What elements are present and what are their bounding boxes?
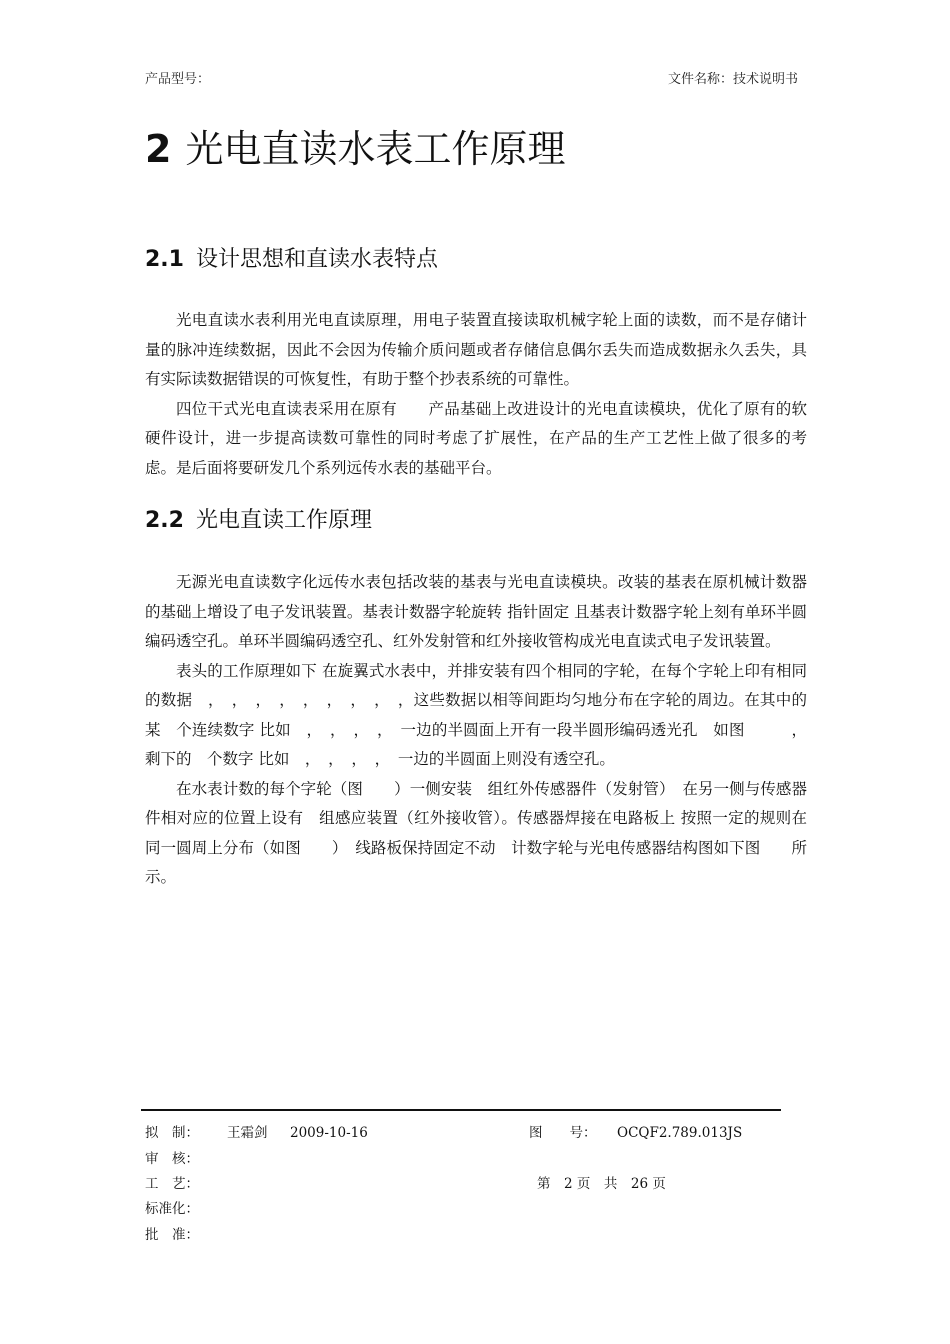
page-number: 第 2 页 共 26 页 [537, 1176, 666, 1192]
section-title-text: 光电直读工作原理 [195, 508, 372, 533]
paragraph: 光电直读水表利用光电直读原理，用电子装置直接读取机械字轮上面的读数，而不是存储计量的脉冲连续数据，因此不会因为传输介质问题或者存储信息偶尔丢失而造成数据永久丢失，具有实际读数据错误的可恢复性，有助于整个抄表系统的可靠性。 [145, 311, 807, 388]
section-title-2-1 [145, 245, 438, 275]
approval-label: 批 准： [145, 1227, 199, 1243]
section-2-1-body [145, 306, 807, 483]
header-product-model: 产品型号： [145, 72, 211, 87]
footer-divider [141, 1109, 781, 1111]
paragraph: 无源光电直读数字化远传水表包括改装的基表与光电直读模块。改装的基表在原机械计数器的基础上增设了电子发讯装置。基表计数器字轮旋转 指针固定 且基表计数器字轮上刻有单环半圆编码透空孔。单环半圆编码透空孔、红外发射管和红外接收管构成光电直读式电子发讯装置。 [145, 573, 807, 650]
drafted-date: 2009-10-16 [290, 1125, 368, 1141]
section-number: 2.2 [145, 508, 184, 533]
drawing-number-value: OCQF2.789.013JS [617, 1125, 743, 1141]
paragraph: 表头的工作原理如下 在旋翼式水表中，并排安装有四个相同的字轮，在每个字轮上印有相同的数据 ， ， ， ， ， ， ， ， ，这些数据以相等间距均匀地分布在字轮的周边。在其中的某 个连续数字 比如 ， ， ， ， 一边的半圆面上开有一段半圆形编码透光孔 如图 ，剩下的 个数字 比如 ， ， ， ， 一边的半圆面上则没有透空孔。 [145, 661, 807, 768]
drafted-name: 王霜剑 [227, 1125, 268, 1141]
section-title-2-2 [145, 506, 372, 536]
chapter-number: 2 [145, 127, 172, 171]
section-2-2-body [145, 568, 807, 893]
review-label: 审 核： [145, 1151, 199, 1167]
drafted-label: 拟 制： [145, 1125, 199, 1141]
header-file-name: 文件名称：技术说明书 [667, 72, 798, 87]
drawing-number-label: 图 号： [529, 1125, 597, 1141]
chapter-title-text: 光电直读水表工作原理 [185, 127, 566, 171]
process-label: 工 艺： [145, 1176, 199, 1192]
paragraph: 在水表计数的每个字轮（图 ）一侧安装 组红外传感器件（发射管） 在另一侧与传感器件相对应的位置上设有 组感应装置（红外接收管）。传感器焊接在电路板上 按照一定的规则在同一圆周上分布（如图 ） 线路板保持固定不动 计数字轮与光电传感器结构图如下图 所示。 [145, 779, 807, 886]
chapter-title [145, 124, 565, 174]
standardization-label: 标准化： [145, 1201, 199, 1217]
section-number: 2.1 [145, 247, 184, 272]
paragraph: 四位干式光电直读表采用在原有 产品基础上改进设计的光电直读模块，优化了原有的软硬件设计，进一步提高读数可靠性的同时考虑了扩展性，在产品的生产工艺性上做了很多的考虑。是后面将要研发几个系列远传水表的基础平台。 [145, 399, 807, 477]
section-title-text: 设计思想和直读水表特点 [195, 247, 438, 272]
